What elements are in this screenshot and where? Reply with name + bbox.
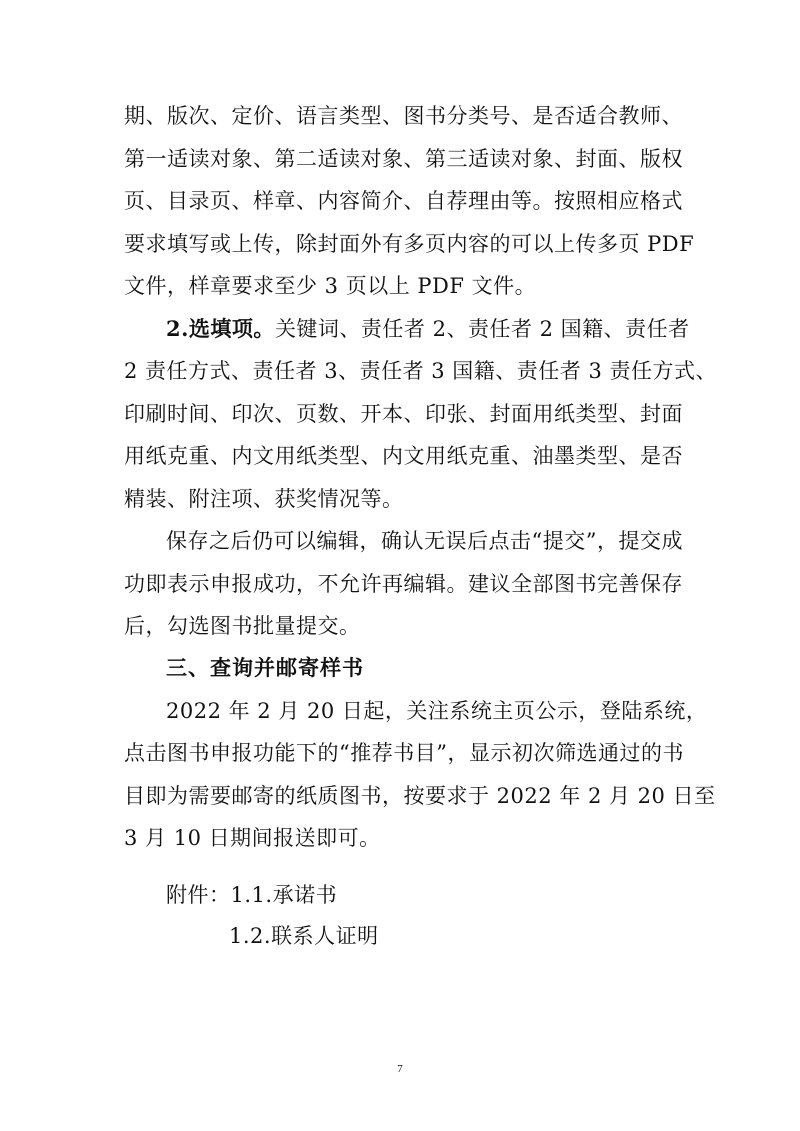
para1-line1: 期、版次、定价、语言类型、图书分类号、是否适合教师、 bbox=[124, 104, 683, 128]
attachment-item-2: 1.2.联系人证明 bbox=[229, 924, 379, 948]
para4-line3: 目即为需要邮寄的纸质图书，按要求于 2022 年 2 月 20 日至 bbox=[124, 784, 716, 808]
para4-line2: 点击图书申报功能下的“推荐书目”，显示初次筛选通过的书 bbox=[124, 741, 684, 765]
para1-line5: 文件，样章要求至少 3 页以上 PDF 文件。 bbox=[124, 274, 537, 298]
para4-line4: 3 月 10 日期间报送即可。 bbox=[124, 826, 381, 850]
optional-items-label: 2.选填项。 bbox=[166, 316, 275, 341]
para3-line3: 后，勾选图书批量提交。 bbox=[124, 614, 361, 638]
para2-line4: 用纸克重、内文用纸类型、内文用纸克重、油墨类型、是否 bbox=[124, 444, 683, 468]
attachment-item-1: 1.1.承诺书 bbox=[230, 883, 338, 907]
para3-line2: 功即表示申报成功，不允许再编辑。建议全部图书完善保存 bbox=[124, 572, 683, 596]
section-heading: 三、查询并邮寄样书 bbox=[166, 656, 364, 680]
para2-line1-text: 关键词、责任者 2、责任者 2 国籍、责任者 bbox=[274, 317, 690, 341]
para2-line5: 精装、附注项、获奖情况等。 bbox=[124, 487, 404, 511]
page-number: 7 bbox=[397, 1063, 403, 1075]
para3-line1: 保存之后仍可以编辑，确认无误后点击“提交”，提交成 bbox=[166, 529, 683, 553]
para2-line1 bbox=[166, 314, 690, 344]
attachments-line1 bbox=[166, 880, 337, 910]
para1-line4: 要求填写或上传，除封面外有多页内容的可以上传多页 PDF bbox=[124, 232, 695, 256]
para4-line1: 2022 年 2 月 20 日起，关注系统主页公示，登陆系统， bbox=[166, 699, 708, 723]
para2-line2: 2 责任方式、责任者 3、责任者 3 国籍、责任者 3 责任方式、 bbox=[124, 359, 717, 383]
attachments-label: 附件： bbox=[166, 883, 231, 907]
para1-line3: 页、目录页、样章、内容简介、自荐理由等。按照相应格式 bbox=[124, 189, 683, 213]
para2-line3: 印刷时间、印次、页数、开本、印张、封面用纸类型、封面 bbox=[124, 402, 683, 426]
para1-line2: 第一适读对象、第二适读对象、第三适读对象、封面、版权 bbox=[124, 147, 683, 171]
